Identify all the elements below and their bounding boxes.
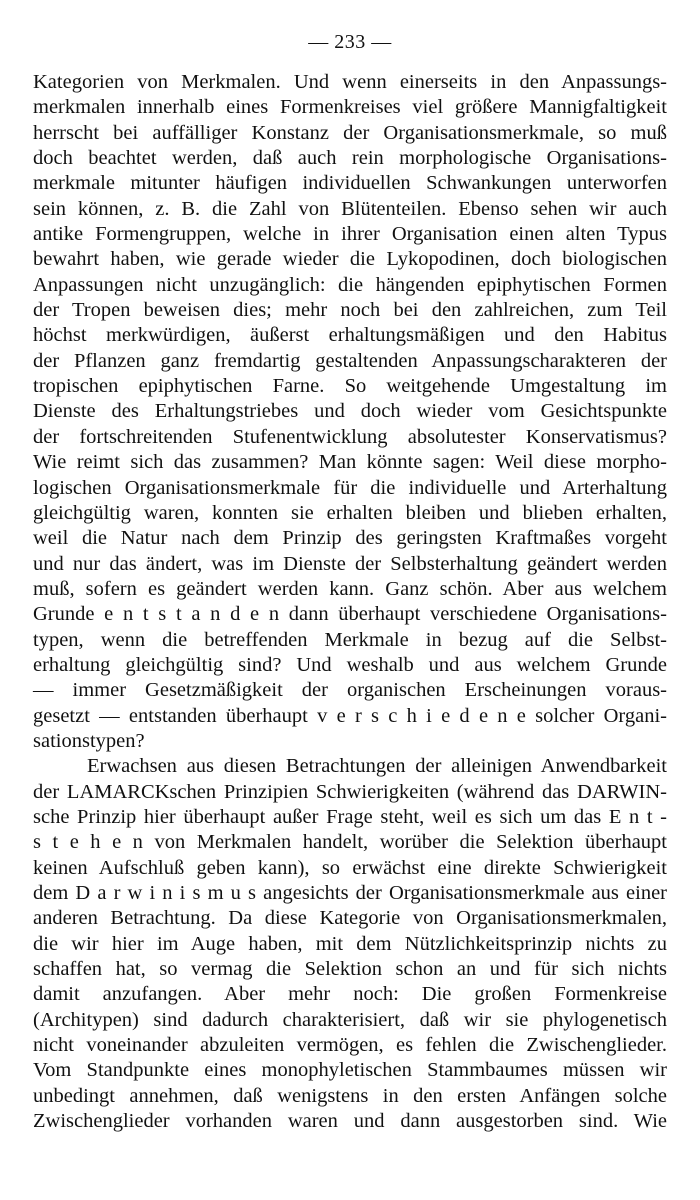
text-line: Dienste des Erhaltungstriebes und doch wieder vom Gesichtspunkte bbox=[33, 400, 667, 423]
text-line: typen, wenn die betreffenden Merkmale in bezug auf die Selbst- bbox=[33, 628, 667, 651]
text-line: die wir hier im Auge haben, mit dem Nützlichkeitsprinzip nichts zu bbox=[33, 932, 667, 955]
text-line: sationstypen? bbox=[33, 729, 145, 752]
text-line: der LAMARCKschen Prinzipien Schwierigkeiten (während das DARWIN- bbox=[33, 780, 667, 803]
text-line: anderen Betrachtung. Da diese Kategorie von Organisationsmerkmalen, bbox=[33, 907, 667, 930]
text-line: gleichgültig waren, konnten sie erhalten bleiben und blieben erhalten, bbox=[33, 501, 667, 524]
text-line: schaffen hat, so vermag die Selektion schon an und für sich nichts bbox=[33, 958, 667, 981]
text-line: Kategorien von Merkmalen. Und wenn einerseits in den Anpassungs- bbox=[33, 71, 667, 93]
text-line: — immer Gesetzmäßigkeit der organischen Erscheinungen voraus- bbox=[33, 679, 667, 702]
text-line: keinen Aufschluß geben kann), so erwächst eine direkte Schwierigkeit bbox=[33, 856, 667, 879]
text-line: unbedingt annehmen, daß wenigstens in den ersten Anfängen solche bbox=[33, 1084, 667, 1107]
text-line: logischen Organisationsmerkmale für die individuelle und Arterhaltung bbox=[33, 476, 667, 499]
text-line: (Architypen) sind dadurch charakterisiert, daß wir sie phylogenetisch bbox=[33, 1008, 667, 1031]
text-line: Anpassungen nicht unzugänglich: die hängenden epiphytischen Formen bbox=[33, 273, 667, 296]
paragraph bbox=[33, 70, 667, 754]
text-line: damit anzufangen. Aber mehr noch: Die großen Formenkreise bbox=[33, 983, 667, 1006]
text-line: sein können, z. B. die Zahl von Blütenteilen. Ebenso sehen wir auch bbox=[33, 197, 667, 220]
page-number: — 233 — bbox=[308, 31, 392, 53]
text-line: antike Formengruppen, welche in ihrer Organisation einen alten Typus bbox=[33, 223, 667, 246]
text-line: weil die Natur nach dem Prinzip des geringsten Kraftmaßes vorgeht bbox=[33, 527, 667, 550]
text-line: Wie reimt sich das zusammen? Man könnte sagen: Weil diese morpho- bbox=[33, 451, 667, 474]
text-line: erhaltung gleichgültig sind? Und weshalb und aus welchem Grunde bbox=[33, 653, 667, 676]
paragraph bbox=[33, 754, 667, 1134]
text-line: tropischen epiphytischen Farne. So weitgehende Umgestaltung im bbox=[33, 375, 667, 398]
text-line: merkmale mitunter häufigen individuellen Schwankungen unterworfen bbox=[33, 172, 667, 195]
text-line: bewahrt haben, wie gerade wieder die Lykopodinen, doch biologischen bbox=[33, 248, 667, 271]
text-line: herrscht bei auffälliger Konstanz der Organisationsmerkmale, so muß bbox=[33, 121, 667, 144]
text-line: dem D a r w i n i s m u s angesichts der Organisationsmerkmale aus einer bbox=[33, 882, 667, 904]
text-line: gesetzt — entstanden überhaupt v e r s c h i e d e n e solcher Organi- bbox=[33, 704, 667, 727]
text-line: nicht voneinander abzuleiten vermögen, es fehlen die Zwischenglieder. bbox=[33, 1034, 667, 1057]
text-line: s t e h e n von Merkmalen handelt, worüber die Selektion überhaupt bbox=[33, 831, 667, 854]
text-line: Vom Standpunkte eines monophyletischen Stammbaumes müssen wir bbox=[33, 1059, 667, 1082]
text-line: der Tropen beweisen dies; mehr noch bei den zahlreichen, zum Teil bbox=[33, 299, 667, 322]
text-line: und nur das ändert, was im Dienste der Selbsterhaltung geändert werden bbox=[33, 552, 667, 575]
text-line: merkmalen innerhalb eines Formenkreises viel größere Mannigfaltigkeit bbox=[33, 96, 667, 119]
text-line: Erwachsen aus diesen Betrachtungen der alleinigen Anwendbarkeit bbox=[87, 755, 667, 778]
text-line: doch beachtet werden, daß auch rein morphologische Organisations- bbox=[33, 147, 667, 170]
text-line: höchst merkwürdigen, äußerst erhaltungsmäßigen und den Habitus bbox=[33, 324, 667, 347]
text-line: der fortschreitenden Stufenentwicklung absolutester Konservatismus? bbox=[33, 425, 667, 448]
text-line: muß, sofern es geändert werden kann. Ganz schön. Aber aus welchem bbox=[33, 577, 667, 600]
text-line: Zwischenglieder vorhanden waren und dann ausgestorben sind. Wie bbox=[33, 1110, 667, 1133]
text-line: Grunde e n t s t a n d e n dann überhaupt verschiedene Organisations- bbox=[33, 603, 667, 626]
body-text bbox=[33, 70, 667, 1134]
text-line: der Pflanzen ganz fremdartig gestaltenden Anpassungscharakteren der bbox=[33, 349, 667, 372]
text-line: sche Prinzip hier überhaupt außer Frage steht, weil es sich um das E n t - bbox=[33, 805, 667, 828]
